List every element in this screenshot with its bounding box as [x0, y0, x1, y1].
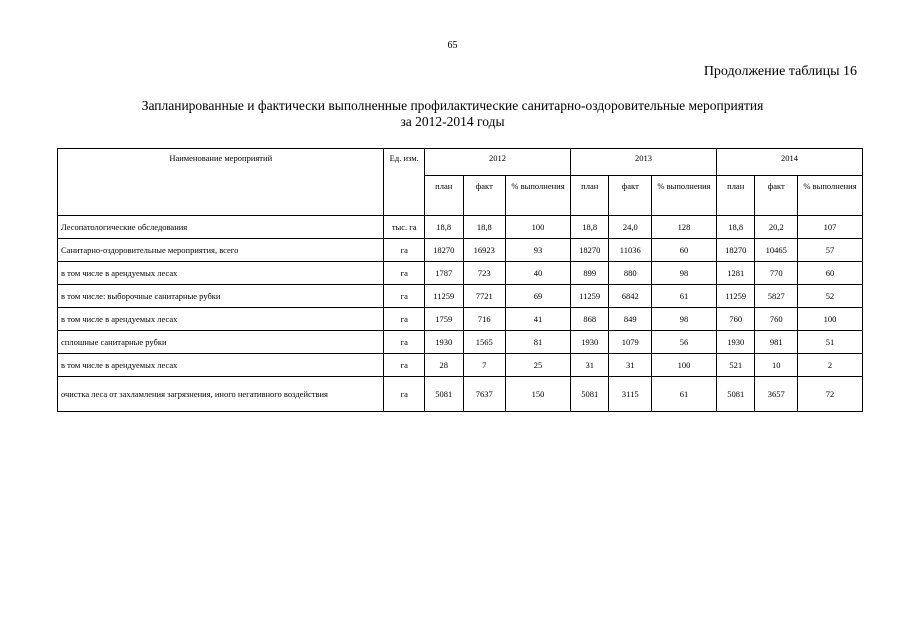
- cell-2012-plan: 1787: [424, 262, 463, 285]
- cell-2012-fact: 1565: [463, 331, 506, 354]
- header-fact: факт: [755, 176, 798, 216]
- table-continuation-label: Продолжение таблицы 16: [703, 64, 857, 79]
- cell-2013-fact: 3115: [609, 377, 652, 412]
- cell-2012-pct: 150: [506, 377, 571, 412]
- header-year-2012: 2012: [424, 149, 570, 176]
- cell-2014-plan: 18270: [716, 239, 755, 262]
- cell-2013-plan: 868: [570, 308, 609, 331]
- cell-2013-pct: 56: [652, 331, 717, 354]
- cell-2013-fact: 11036: [609, 239, 652, 262]
- table-row: [58, 262, 863, 285]
- cell-2012-pct: 69: [506, 285, 571, 308]
- cell-2013-plan: 899: [570, 262, 609, 285]
- cell-2014-plan: 1930: [716, 331, 755, 354]
- cell-2014-fact: 20,2: [755, 216, 798, 239]
- row-name: очистка леса от захламления загрязнения, иного негативного воздействия: [58, 377, 384, 412]
- cell-2012-pct: 93: [506, 239, 571, 262]
- cell-2014-fact: 10465: [755, 239, 798, 262]
- cell-2014-fact: 5827: [755, 285, 798, 308]
- header-pct: % выполнения: [506, 176, 571, 216]
- row-unit: га: [384, 331, 425, 354]
- row-unit: га: [384, 377, 425, 412]
- header-activity-name: Наименование мероприятий: [58, 149, 384, 216]
- table-title-line-2: за 2012-2014 годы: [400, 114, 505, 129]
- table-row: [58, 377, 863, 412]
- cell-2013-plan: 31: [570, 354, 609, 377]
- row-name: в том числе в арендуемых лесах: [58, 308, 384, 331]
- cell-2012-plan: 18,8: [424, 216, 463, 239]
- row-name: в том числе: выборочные санитарные рубки: [58, 285, 384, 308]
- header-plan: план: [716, 176, 755, 216]
- cell-2012-pct: 100: [506, 216, 571, 239]
- cell-2014-pct: 72: [798, 377, 863, 412]
- cell-2013-fact: 880: [609, 262, 652, 285]
- cell-2012-fact: 716: [463, 308, 506, 331]
- cell-2012-fact: 18,8: [463, 216, 506, 239]
- cell-2012-fact: 723: [463, 262, 506, 285]
- cell-2014-plan: 11259: [716, 285, 755, 308]
- cell-2013-plan: 11259: [570, 285, 609, 308]
- cell-2012-plan: 5081: [424, 377, 463, 412]
- cell-2013-pct: 98: [652, 308, 717, 331]
- cell-2012-fact: 7637: [463, 377, 506, 412]
- cell-2014-plan: 760: [716, 308, 755, 331]
- cell-2012-pct: 41: [506, 308, 571, 331]
- row-unit: га: [384, 354, 425, 377]
- row-name: Лесопатологические обследования: [58, 216, 384, 239]
- cell-2013-pct: 61: [652, 285, 717, 308]
- table-body: [58, 216, 863, 412]
- cell-2014-pct: 52: [798, 285, 863, 308]
- cell-2013-fact: 6842: [609, 285, 652, 308]
- cell-2013-pct: 100: [652, 354, 717, 377]
- cell-2014-pct: 107: [798, 216, 863, 239]
- cell-2012-fact: 16923: [463, 239, 506, 262]
- cell-2014-plan: 521: [716, 354, 755, 377]
- activities-table: [57, 148, 863, 412]
- cell-2012-plan: 1759: [424, 308, 463, 331]
- cell-2014-fact: 3657: [755, 377, 798, 412]
- header-plan: план: [570, 176, 609, 216]
- table-row: [58, 308, 863, 331]
- cell-2014-fact: 10: [755, 354, 798, 377]
- row-name: в том числе в арендуемых лесах: [58, 262, 384, 285]
- row-name: сплошные санитарные рубки: [58, 331, 384, 354]
- row-unit: га: [384, 239, 425, 262]
- cell-2014-plan: 1281: [716, 262, 755, 285]
- cell-2012-plan: 28: [424, 354, 463, 377]
- cell-2013-fact: 849: [609, 308, 652, 331]
- row-unit: га: [384, 308, 425, 331]
- cell-2012-pct: 40: [506, 262, 571, 285]
- cell-2013-pct: 60: [652, 239, 717, 262]
- cell-2013-fact: 1079: [609, 331, 652, 354]
- cell-2014-plan: 5081: [716, 377, 755, 412]
- cell-2013-pct: 61: [652, 377, 717, 412]
- cell-2013-plan: 18,8: [570, 216, 609, 239]
- cell-2013-fact: 31: [609, 354, 652, 377]
- cell-2013-plan: 1930: [570, 331, 609, 354]
- cell-2012-pct: 25: [506, 354, 571, 377]
- cell-2012-fact: 7721: [463, 285, 506, 308]
- header-pct: % выполнения: [798, 176, 863, 216]
- cell-2014-fact: 770: [755, 262, 798, 285]
- row-name: Санитарно-оздоровительные мероприятия, всего: [58, 239, 384, 262]
- header-fact: факт: [463, 176, 506, 216]
- row-name: в том числе в арендуемых лесах: [58, 354, 384, 377]
- cell-2014-pct: 100: [798, 308, 863, 331]
- cell-2014-plan: 18,8: [716, 216, 755, 239]
- table-row: [58, 354, 863, 377]
- cell-2014-fact: 760: [755, 308, 798, 331]
- cell-2014-pct: 57: [798, 239, 863, 262]
- table-title: [0, 98, 905, 130]
- table-row: [58, 285, 863, 308]
- cell-2012-plan: 11259: [424, 285, 463, 308]
- cell-2012-plan: 1930: [424, 331, 463, 354]
- cell-2012-plan: 18270: [424, 239, 463, 262]
- page-number: 65: [447, 40, 458, 51]
- cell-2014-pct: 51: [798, 331, 863, 354]
- cell-2013-fact: 24,0: [609, 216, 652, 239]
- cell-2013-pct: 128: [652, 216, 717, 239]
- table-row: [58, 331, 863, 354]
- cell-2014-pct: 60: [798, 262, 863, 285]
- cell-2013-plan: 5081: [570, 377, 609, 412]
- cell-2012-pct: 81: [506, 331, 571, 354]
- header-plan: план: [424, 176, 463, 216]
- cell-2014-fact: 981: [755, 331, 798, 354]
- header-row-years: [58, 149, 863, 176]
- row-unit: га: [384, 262, 425, 285]
- row-unit: тыс. га: [384, 216, 425, 239]
- header-year-2013: 2013: [570, 149, 716, 176]
- cell-2012-fact: 7: [463, 354, 506, 377]
- table-row: [58, 216, 863, 239]
- cell-2013-plan: 18270: [570, 239, 609, 262]
- cell-2013-pct: 98: [652, 262, 717, 285]
- header-year-2014: 2014: [716, 149, 862, 176]
- header-fact: факт: [609, 176, 652, 216]
- table-title-line-1: Запланированные и фактически выполненные профилактические санитарно-оздоровительные мероприятия: [141, 98, 764, 113]
- table-row: [58, 239, 863, 262]
- row-unit: га: [384, 285, 425, 308]
- cell-2014-pct: 2: [798, 354, 863, 377]
- header-unit: Ед. изм.: [384, 149, 425, 216]
- header-pct: % выполнения: [652, 176, 717, 216]
